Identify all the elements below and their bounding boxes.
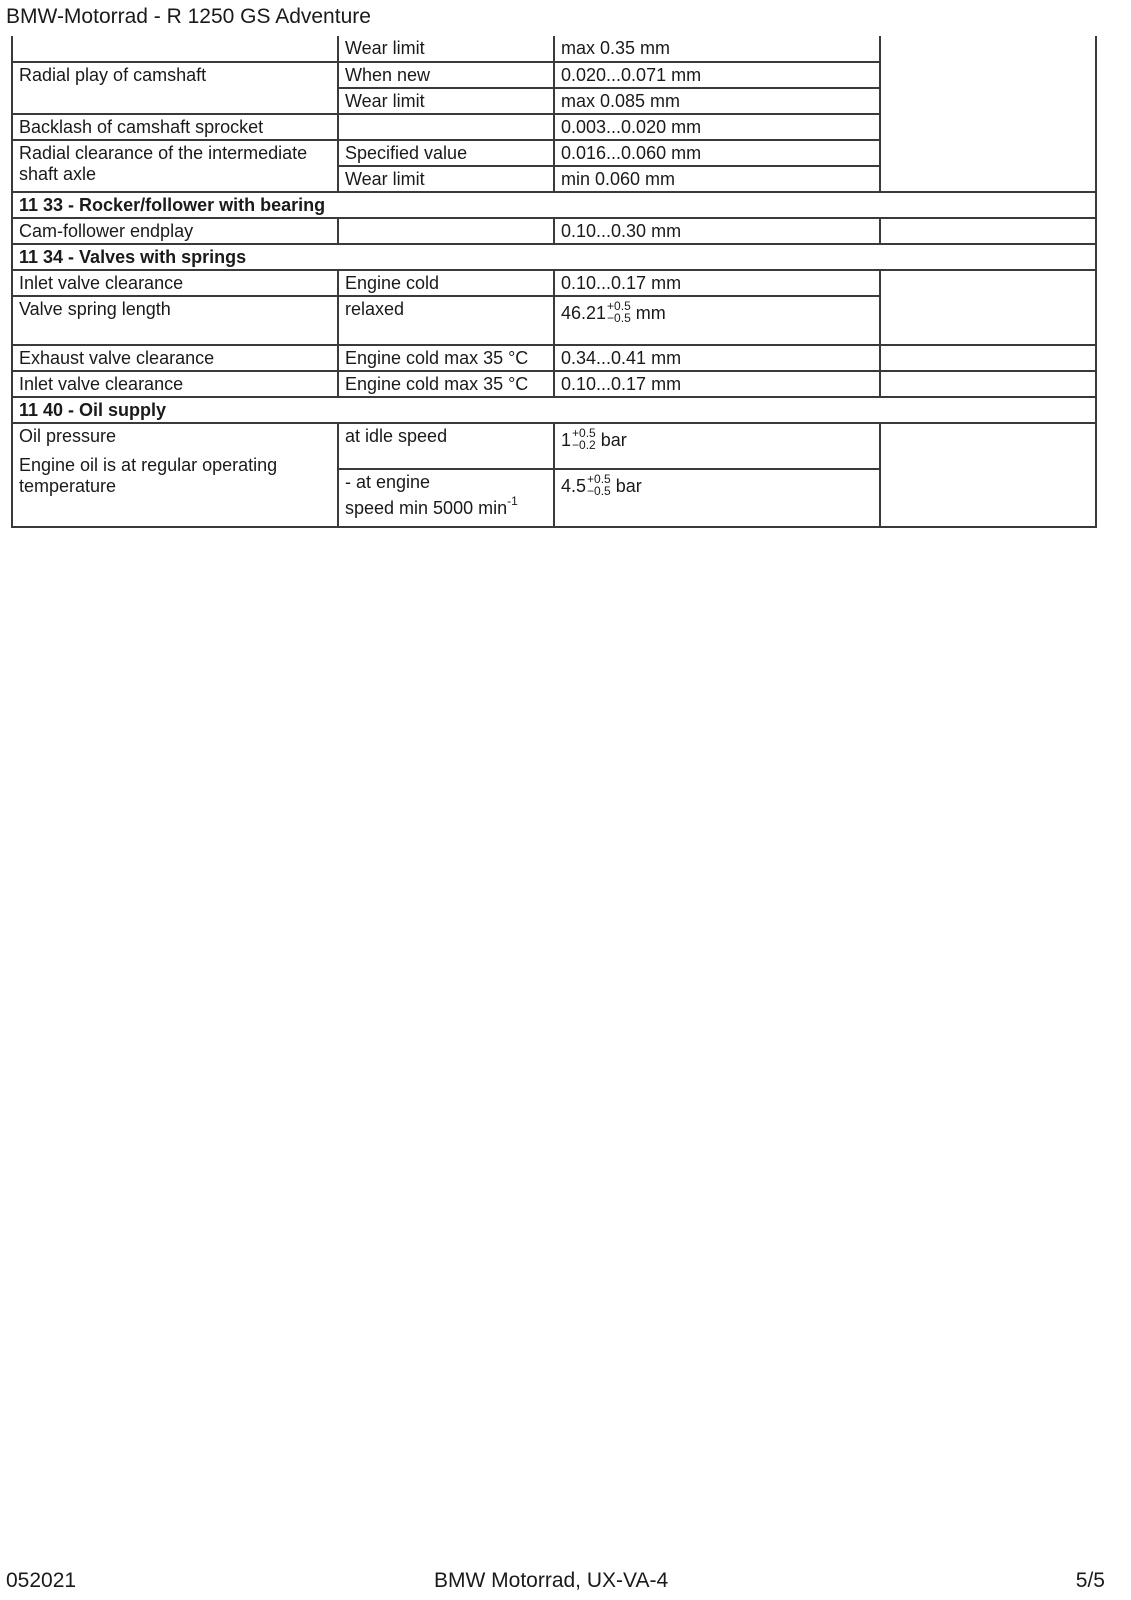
spec-notes-cell — [880, 62, 1096, 88]
tolerance-base: 46.21 — [561, 302, 607, 323]
section-heading: 11 33 - Rocker/follower with bearing — [12, 192, 1096, 218]
specification-table — [11, 36, 1097, 528]
spec-value-cell: 0.003...0.020 mm — [554, 114, 880, 140]
spec-label-cell: Cam-follower endplay — [12, 218, 338, 244]
spec-label-cell: Backlash of camshaft sprocket — [12, 114, 338, 140]
spec-value-cell: 0.10...0.30 mm — [554, 218, 880, 244]
spec-notes-cell — [880, 166, 1096, 192]
spec-notes-cell — [880, 371, 1096, 397]
section-heading: 11 40 - Oil supply — [12, 397, 1096, 423]
spec-label-cell: Valve spring length — [12, 296, 338, 345]
table-row — [12, 62, 1096, 88]
spec-value-cell: 0.10...0.17 mm — [554, 371, 880, 397]
spec-notes-cell — [880, 88, 1096, 114]
table-row — [12, 218, 1096, 244]
spec-notes-cell — [880, 469, 1096, 527]
table-row — [12, 371, 1096, 397]
spec-notes-cell — [880, 270, 1096, 296]
tolerance-unit: mm — [635, 302, 666, 323]
spec-notes-cell — [880, 345, 1096, 371]
spec-value-cell: 0.34...0.41 mm — [554, 345, 880, 371]
table-row — [12, 36, 1096, 62]
spec-label-cell: Inlet valve clearance — [12, 270, 338, 296]
tolerance-unit: bar — [615, 475, 642, 496]
tolerance-range — [607, 300, 631, 324]
spec-condition-cell — [338, 218, 554, 244]
spec-condition-cell: Engine cold — [338, 270, 554, 296]
spec-condition-cell: When new — [338, 62, 554, 88]
spec-condition-cell: Wear limit — [338, 166, 554, 192]
tolerance-plus: +0.5 — [607, 299, 631, 313]
spec-value-cell: 0.016...0.060 mm — [554, 140, 880, 166]
document-title: BMW-Motorrad - R 1250 GS Adventure — [6, 5, 371, 28]
table-row — [12, 88, 1096, 114]
spec-value-cell: max 0.085 mm — [554, 88, 880, 114]
spec-label-cell: Radial clearance of the intermediate shaft axle — [12, 140, 338, 192]
table-row — [12, 423, 1096, 469]
tolerance-minus: −0.5 — [607, 311, 631, 325]
table-row — [12, 345, 1096, 371]
spec-value-cell: min 0.060 mm — [554, 166, 880, 192]
unit-exponent: -1 — [507, 494, 518, 508]
table-row — [12, 296, 1096, 345]
spec-label-cell — [12, 88, 338, 114]
spec-label-cell: Exhaust valve clearance — [12, 345, 338, 371]
table-row — [12, 270, 1096, 296]
spec-value-cell — [554, 469, 880, 527]
tolerance-minus: −0.5 — [587, 484, 611, 498]
spec-condition-cell: Specified value — [338, 140, 554, 166]
footer-page-number: 5/5 — [1075, 1569, 1105, 1592]
tolerance-base: 1 — [561, 429, 572, 450]
spec-condition-cell: Wear limit — [338, 88, 554, 114]
tolerance-plus: +0.5 — [572, 426, 596, 440]
section-heading-row — [12, 244, 1096, 270]
tolerance-base: 4.5 — [561, 475, 587, 496]
spec-label-cell — [12, 423, 338, 527]
tolerance-range — [572, 427, 596, 451]
condition-line-2: speed min 5000 min — [345, 498, 508, 518]
tolerance-range — [587, 473, 611, 497]
spec-value-cell — [554, 296, 880, 345]
section-heading: 11 34 - Valves with springs — [12, 244, 1096, 270]
section-heading-row — [12, 192, 1096, 218]
tolerance-plus: +0.5 — [587, 472, 611, 486]
spec-condition-cell: Wear limit — [338, 36, 554, 62]
spec-notes-cell — [880, 114, 1096, 140]
section-heading-row — [12, 397, 1096, 423]
spec-label-cell: Inlet valve clearance — [12, 371, 338, 397]
footer-date-code: 052021 — [6, 1569, 77, 1592]
spec-condition-cell: Engine cold max 35 °C — [338, 345, 554, 371]
spec-condition-cell: relaxed — [338, 296, 554, 345]
spec-notes-cell — [880, 296, 1096, 345]
table-row — [12, 114, 1096, 140]
spec-note: Engine oil is at regular operating temperature — [19, 455, 278, 496]
spec-condition-cell — [338, 469, 554, 527]
tolerance-unit: bar — [600, 429, 627, 450]
spec-condition-cell: Engine cold max 35 °C — [338, 371, 554, 397]
footer-publisher: BMW Motorrad, UX-VA-4 — [434, 1569, 669, 1592]
spec-label-cell: Radial play of camshaft — [12, 62, 338, 88]
spec-notes-cell — [880, 423, 1096, 469]
spec-notes-cell — [880, 140, 1096, 166]
spec-notes-cell — [880, 218, 1096, 244]
spec-value-cell: 0.10...0.17 mm — [554, 270, 880, 296]
table-row — [12, 140, 1096, 166]
tolerance-minus: −0.2 — [572, 438, 596, 452]
spec-value-cell — [554, 423, 880, 469]
spec-condition-cell: at idle speed — [338, 423, 554, 469]
spec-value-cell: 0.020...0.071 mm — [554, 62, 880, 88]
spec-label: Oil pressure — [19, 426, 117, 446]
spec-notes-cell — [880, 36, 1096, 62]
spec-label-cell — [12, 36, 338, 62]
spec-condition-cell — [338, 114, 554, 140]
condition-line-1: - at engine — [345, 472, 431, 492]
spec-value-cell: max 0.35 mm — [554, 36, 880, 62]
